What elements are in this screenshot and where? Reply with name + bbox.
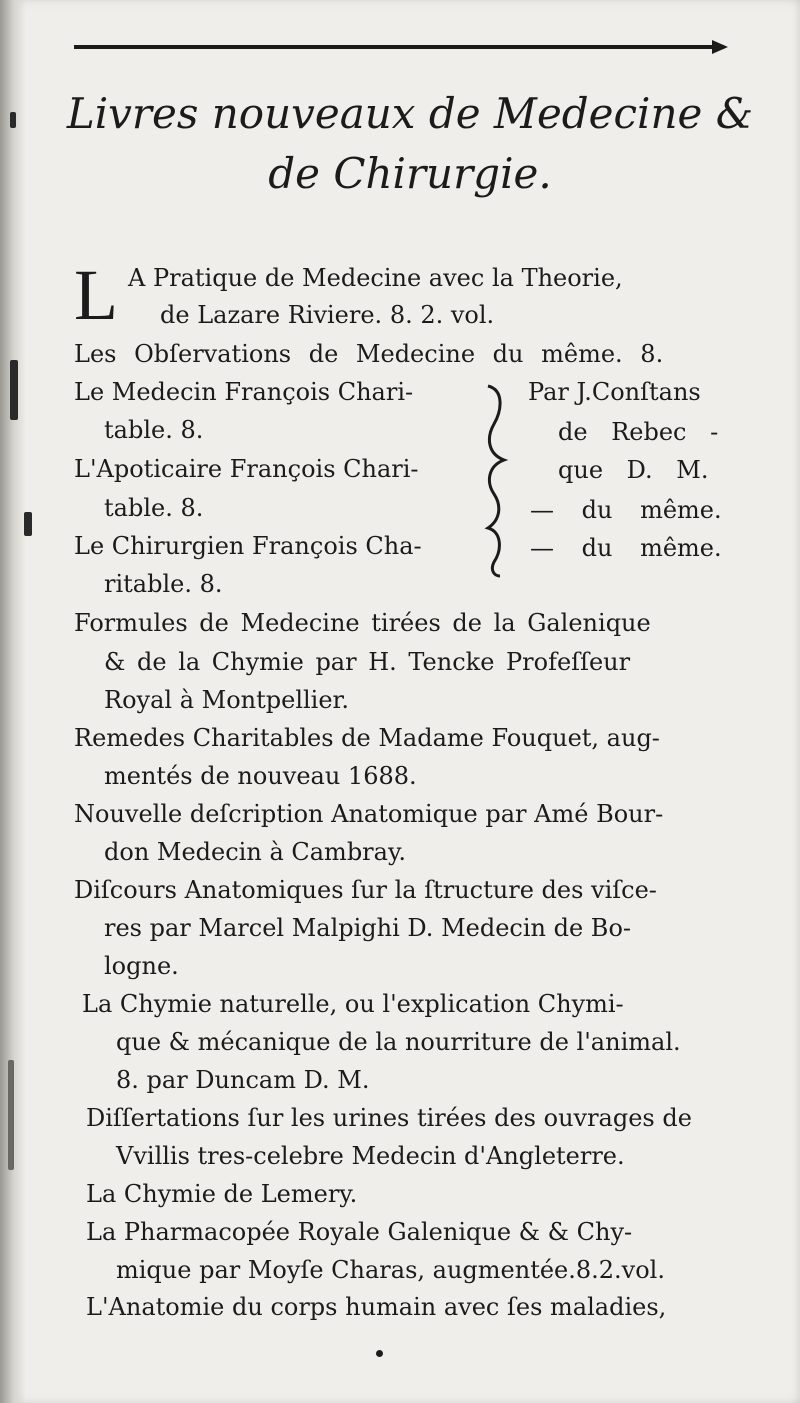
entry-formules-line-1: Formules de Medecine tirées de la Galenique [74,609,651,637]
entry-dissertations-line-1: Diſſertations ſur les urines tirées des ouvrages de [86,1104,692,1132]
entry-chirurgien-line-2: ritable. 8. [104,570,223,598]
margin-speck [10,360,18,420]
author-line-4: — du même. [530,496,722,524]
entry-discours-line-2: res par Marcel Malpighi D. Medecin de Bo- [104,914,632,942]
page-title [60,84,760,204]
title-line-2: de Chirurgie. [268,149,552,198]
header-rule-end [712,40,728,54]
page-spine-shadow [0,0,26,1403]
author-line-5: — du même. [530,534,722,562]
entry-chymie-naturelle-line-2: que & mécanique de la nourriture de l'animal. [116,1028,681,1056]
title-line-1: Livres nouveaux de Medecine & [66,89,754,138]
entry-medecin-line-1: Le Medecin François Chari- [74,378,414,406]
entry-chymie-naturelle-line-1: La Chymie naturelle, ou l'explication Chymi- [82,990,624,1018]
entry-remedes-line-2: mentés de nouveau 1688. [104,762,417,790]
entry-anatomie: L'Anatomie du corps humain avec ſes maladies, [86,1293,667,1321]
entry-pharmacopee-line-1: La Pharmacopée Royale Galenique & & Chy- [86,1218,633,1246]
header-rule [74,45,724,49]
entry-nouvelle-line-2: don Medecin à Cambray. [104,838,406,866]
margin-speck [24,512,32,536]
margin-speck [10,112,16,128]
entry-apoticaire-line-2: table. 8. [104,494,204,522]
entry-pratique-line-1: A Pratique de Medecine avec la Theorie, [128,264,623,292]
entry-apoticaire-line-1: L'Apoticaire François Chari- [74,455,419,483]
entry-dissertations-line-2: Vvillis tres-celebre Medecin d'Angleterre. [116,1142,625,1170]
entry-formules-line-2: & de la Chymie par H. Tencke Profeſſeur [104,648,631,676]
grouping-brace [478,380,518,580]
entry-pratique-line-2: de Lazare Riviere. 8. 2. vol. [160,301,495,329]
page-mark-dot [376,1350,383,1357]
entry-discours-line-1: Diſcours Anatomiques ſur la ſtructure des viſce- [74,876,657,904]
entry-chirurgien-line-1: Le Chirurgien François Cha- [74,532,422,560]
entry-remedes-line-1: Remedes Charitables de Madame Fouquet, aug- [74,724,660,752]
entry-lemery: La Chymie de Lemery. [86,1180,358,1208]
entry-formules-line-3: Royal à Montpellier. [104,686,350,714]
author-line-2: de Rebec - [558,418,719,446]
entry-observations: Les Obſervations de Medecine du même. 8. [74,340,664,368]
drop-cap-initial: L [74,255,118,335]
margin-speck [8,1060,14,1170]
entry-chymie-naturelle-line-3: 8. par Duncam D. M. [116,1066,370,1094]
author-line-3: que D. M. [558,456,709,484]
entry-discours-line-3: logne. [104,952,179,980]
author-line-1: Par J.Conſtans [528,378,701,406]
entry-pharmacopee-line-2: mique par Moyſe Charas, augmentée.8.2.vol. [116,1256,665,1284]
entry-medecin-line-2: table. 8. [104,416,204,444]
entry-nouvelle-line-1: Nouvelle deſcription Anatomique par Amé Bour- [74,800,664,828]
